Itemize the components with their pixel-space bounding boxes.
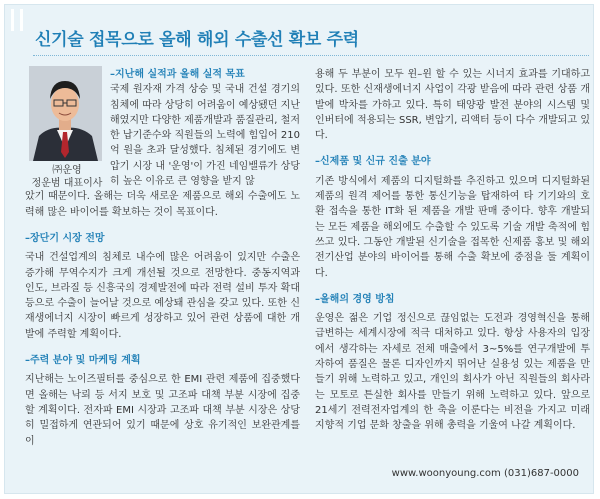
section-text-marketing-continued: 용해 두 부분이 모두 윈–윈 할 수 있는 시너지 효과를 기대하고 있다. 또한 신재생에너지 사업이 각광 받음에 따라 관련 상품 개발에 박차를 가하고 있다. 특히 태양광 발전 분야의 시스템 및 인버터에 적용되는 SSR, 변압기, 리액터 등이 다수 개발되고 있다. bbox=[315, 69, 590, 142]
ceo-name: 정운범 대표이사 bbox=[31, 178, 103, 189]
section-text-marketing: 지난해는 노이즈필터를 중심으로 한 EMI 관련 제품에 집중했다면 올해는 낙뢰 등 서지 보호 및 고조파 대책 부분 시장에 집중할 계획이다. 전자파 EMI 시장과 고조파 대책 부분 시장은 상당히 밀접하게 연관되어 있기 때문에 상호 유기적인 보완관계를 이 bbox=[25, 374, 300, 447]
section-title-marketing: –주력 분야 및 마케팅 계획 bbox=[25, 355, 141, 367]
section-text-performance: 았기 때문이다. 올해는 더욱 새로운 제품으로 해외 수출에도 노력해 많은 바이어를 확보하는 것이 목표이다. bbox=[25, 191, 300, 218]
company-name: ㈜운영 bbox=[52, 165, 82, 176]
section-text-new-products: 기존 방식에서 제품의 디지털화를 추진하고 있으며 디지털화된 제품의 원격 제어를 통한 통신기능을 탑재하여 타 기기와의 호환 접속을 통한 IT화 된 제품을 개발 판매 중이다. 향후 개발되는 모든 제품을 해외에도 수출할 수 있도록 기술 개발 축적에 힘쓰고 있다. 그동안 개발된 신기술을 접목한 신제품 홍보 및 해외 전기산업 분야의 바이어를 통해 수출 확보에 중점을 둘 계획이다. bbox=[315, 175, 590, 279]
title-divider bbox=[33, 55, 589, 56]
contact-footer: www.woonyoung.com (031)687-0000 bbox=[391, 468, 579, 479]
section-title-outlook: –장단기 시장 전망 bbox=[25, 232, 105, 244]
decorative-bars bbox=[11, 9, 23, 31]
article-panel bbox=[4, 4, 594, 494]
right-column bbox=[315, 67, 590, 434]
section-title-performance: –지난해 실적과 올해 실적 목표 bbox=[110, 69, 245, 80]
section-text-performance-wrapped: 국제 원자재 가격 상승 및 국내 건설 경기의 침체에 따라 상당히 어려움이 예상됐던 지난해였지만 다양한 제품개발과 품질관리, 철저한 납기준수와 직원들의 노력에 힘입어 210억 원을 초과 달성했다. 침체된 경기에도 변압기 시장 내 '운영'이 가진 네임밸류가 상당히 높은 이유로 큰 영향을 받지 않 bbox=[110, 84, 300, 188]
section-text-management-policy: 운영은 젊은 기업 정신으로 끊임없는 도전과 경영혁신을 통해 급변하는 세계시장에 적극 대처하고 있다. 항상 사용자의 입장에서 생각하는 자세로 전체 매출에서 3~5%를 연구개발에 투자하여 품질은 물론 디자인까지 뛰어난 실용성 있는 제품을 만들기 위해 노력하고 있고, 개인의 회사가 아닌 직원들의 회사라는 모토로 튼실한 회사를 만들기 위해 노력하고 있다. 앞으로 21세기 전력전자업계의 한 축을 이룬다는 비전을 가지고 미래 지향적 기업 문화 창출을 위해 총력을 기울여 나갈 계획이다. bbox=[315, 313, 590, 432]
section-title-new-products: –신제품 및 신규 진출 분야 bbox=[315, 156, 431, 168]
page-title: 신기술 접목으로 올해 해외 수출선 확보 주력 bbox=[35, 30, 359, 50]
left-column bbox=[25, 67, 300, 449]
section-title-management-policy: –올해의 경영 방침 bbox=[315, 293, 395, 305]
section-text-outlook: 국내 건설업계의 침체로 내수에 많은 어려움이 있지만 수출은 증가해 무역수지가 크게 개선될 것으로 전망한다. 중동지역과 인도, 브라질 등 신흥국의 경제발전에 따라 전력 설비 투자 확대 등으로 수출이 늘어날 것으로 예상돼 관심을 갖고 있다. 또한 신재생에너지 시장이 빠르게 성장하고 있어 관련 상품에 대한 개발에 주력할 계획이다. bbox=[25, 252, 300, 340]
